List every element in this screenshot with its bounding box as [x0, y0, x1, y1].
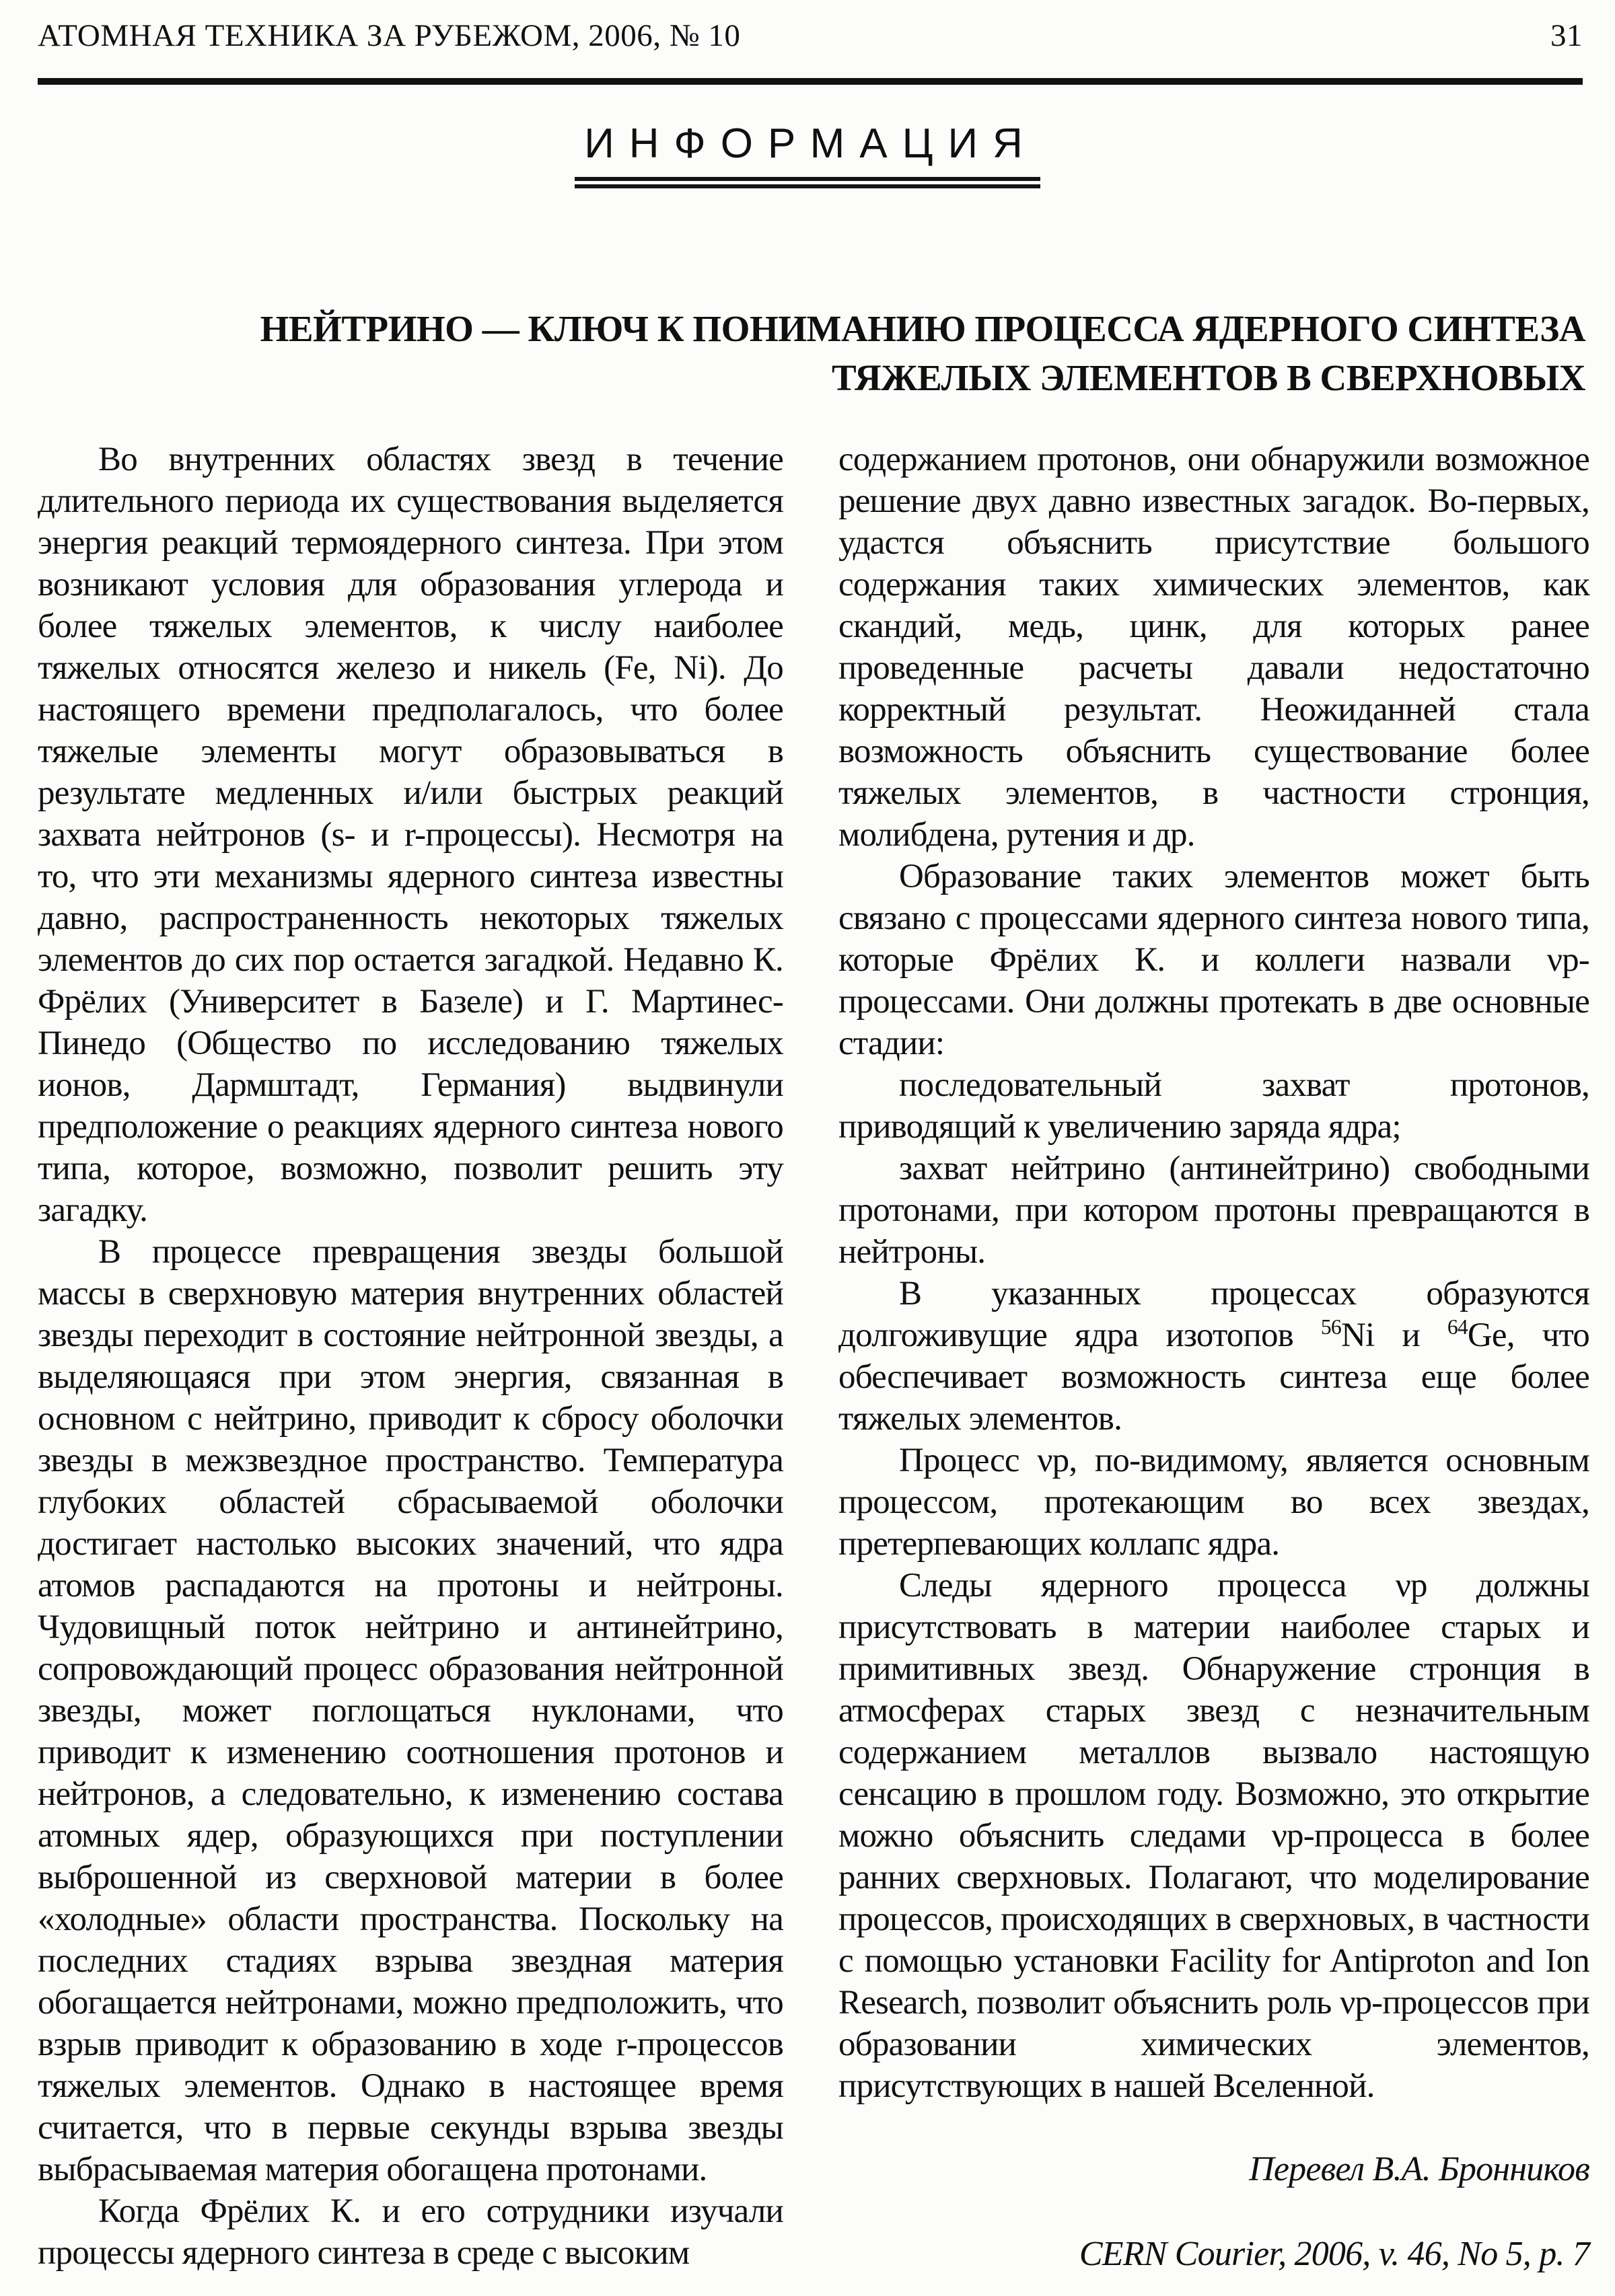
section-heading [0, 120, 1615, 188]
paragraph-stage-neutrino-capture: захват нейтрино (антинейтрино) свободными протонами, при котором протоны превращаются в нейтроны. [838, 1150, 1589, 1271]
page-number: 31 [1550, 18, 1583, 53]
isotope-mass-number-64: 64 [1447, 1315, 1468, 1339]
isotope-mass-number-56: 56 [1320, 1315, 1341, 1339]
paragraph-supernova: В процессе превращения звезды большой массы в сверхновую материя внутренних областей звезды переходит в состояние нейтронной звезды, а выделяющаяся при этом энергия, связанная в основном с нейтрино, приводит к сбросу оболочки звезды в межзвездное пространство. Температура глубоких областей сбрасываемой оболочки достигает настолько высоких значений, что ядра атомов распадаются на протоны и нейтроны. Чудовищный поток нейтрино и антинейтрино, сопровождающий процесс образования нейтронной звезды, может поглощаться нуклонами, что приводит к изменению соотношения протонов и нейтронов, а следовательно, к изменению состава атомных ядер, образующихся при поступлении выброшенной из сверхновой материи в более «холодные» области пространства. Поскольку на последних стадиях взрыва звездная материя обогащается нейтронами, можно предположить, что взрыв приводит к образованию в ходе r-процессов тяжелых элементов. Однако в настоящее время считается, что в первые секунды взрыва звезды выбрасываемая материя обогащена протонами. [38, 1233, 783, 2188]
running-head [38, 17, 1583, 54]
section-title: ИНФОРМАЦИЯ [575, 120, 1040, 188]
isotope-symbol-ni: Ni [1340, 1317, 1375, 1354]
isotope-symbol-ge: Ge [1467, 1317, 1507, 1354]
isotopes-text-mid: и [1374, 1317, 1447, 1354]
article-title [202, 304, 1585, 402]
isotopes-text-pre: В указанных процессах образуются долгоживущие ядра изотопов [838, 1275, 1589, 1354]
paragraph-intro: Во внутренних областях звезд в течение длительного периода их существования выделяется энергия реакций термоядерного синтеза. При этом возникают условия для образования углерода и более тяжелых элементов, к числу наиболее тяжелых относятся железо и никель (Fe, Ni). До настоящего времени предполагалось, что более тяжелые элементы могут образовываться в результате медленных и/или быстрых реакций захвата нейтронов (s- и r-процессы). Несмотря на то, что эти механизмы ядерного синтеза известны давно, распространенность некоторых тяжелых элементов до сих пор остается загадкой. Недавно К. Фрёлих (Университет в Базеле) и Г. Мартинес-Пинедо (Общество по исследованию тяжелых ионов, Дармштадт, Германия) выдвинули предположение о реакциях ядерного синтеза нового типа, которое, возможно, позволит решить эту загадку. [38, 441, 783, 1229]
isotopes-text-post: , что обеспечивает возможность синтеза еще более тяжелых элементов. [838, 1317, 1589, 1438]
translator-credit: Перевел В.А. Бронников [1249, 2150, 1589, 2188]
signature-block [838, 2149, 1589, 2275]
paragraph-isotopes [838, 1273, 1589, 1440]
source-reference: CERN Courier, 2006, v. 46, No 5, p. 7 [1079, 2235, 1589, 2273]
paragraph-new-process: Образование таких элементов может быть связано с процессами ядерного синтеза нового типа, которые Фрёлих К. и коллеги назвали νp-процессами. Они должны протекать в две основные стадии: [838, 858, 1589, 1062]
article-title-line-2: ТЯЖЕЛЫХ ЭЛЕМЕНТОВ В СВЕРХНОВЫХ [831, 357, 1585, 398]
right-column [838, 439, 1589, 2296]
header-rule [38, 78, 1583, 85]
paragraph-stage-proton-capture: последовательный захват протонов, приводящий к увеличению заряда ядра; [838, 1066, 1589, 1146]
paragraph-continuation: содержанием протонов, они обнаружили возможное решение двух давно известных загадок. Во-первых, удастся объяснить присутствие большого содержания таких химических элементов, как скандий, медь, цинк, для которых ранее проведенные расчеты давали недостаточно корректный результат. Неожиданней стала возможность объяснить существование более тяжелых элементов, в частности стронция, молибдена, рутения и др. [838, 441, 1589, 854]
article-title-line-1: НЕЙТРИНО — КЛЮЧ К ПОНИМАНИЮ ПРОЦЕССА ЯДЕРНОГО СИНТЕЗА [260, 308, 1585, 349]
left-column [38, 439, 783, 2296]
paragraph-traces: Следы ядерного процесса νp должны присутствовать в материи наиболее старых и примитивных звезд. Обнаружение стронция в атмосферах старых звезд с незначительным содержанием металлов вызвало настоящую сенсацию в прошлом году. Возможно, это открытие можно объяснить следами νp-процесса в более ранних сверхновых. Полагают, что моделирование процессов, происходящих в сверхновых, в частности с помощью установки Facility for Antiproton and Ion Research, позволит объяснить роль νp-процессов при образовании химических элементов, присутствующих в нашей Вселенной. [838, 1567, 1589, 2105]
paragraph-froelich-study: Когда Фрёлих К. и его сотрудники изучали процессы ядерного синтеза в среде с высоким [38, 2192, 783, 2272]
journal-header: АТОМНАЯ ТЕХНИКА ЗА РУБЕЖОМ, 2006, № 10 [38, 18, 741, 53]
paragraph-main-process: Процесс νp, по-видимому, является основным процессом, протекающим во всех звездах, претерпевающих коллапс ядра. [838, 1442, 1589, 1563]
